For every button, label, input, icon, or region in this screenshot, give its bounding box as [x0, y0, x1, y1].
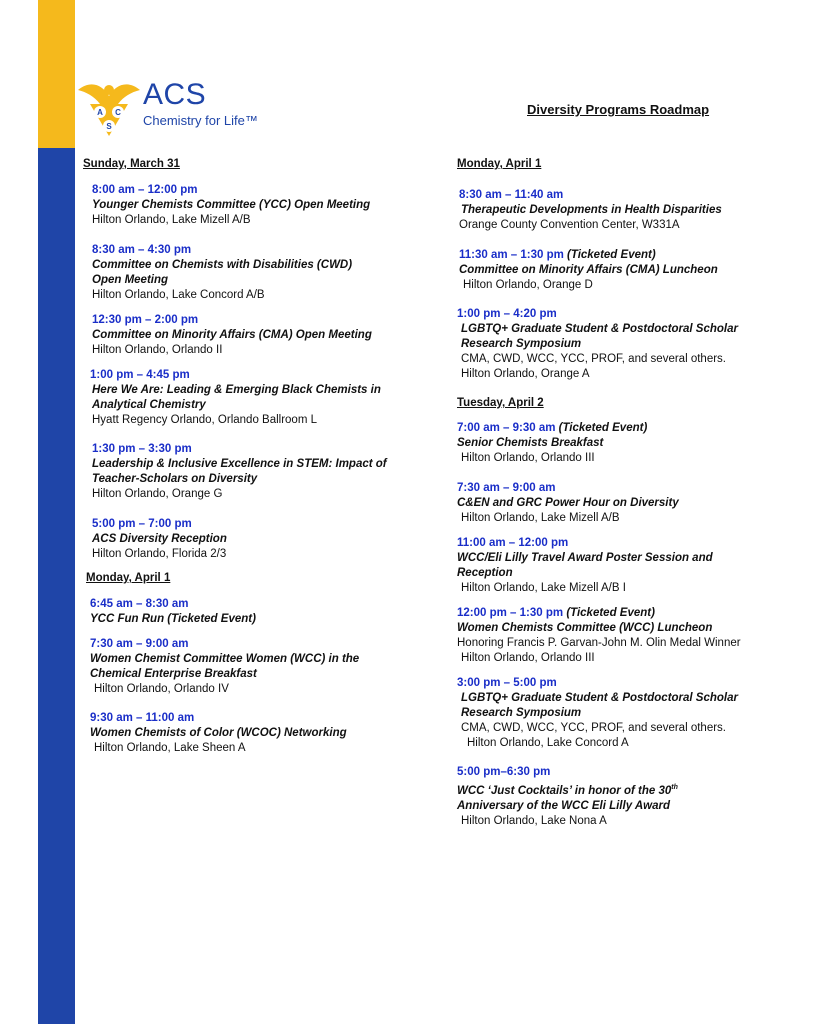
event-item	[92, 442, 432, 502]
event-name: Anniversary of the WCC Eli Lilly Award	[457, 799, 671, 812]
event-name: Younger Chemists Committee (YCC) Open Meeting	[92, 199, 371, 211]
event-location: Hilton Orlando, Lake Mizell A/B I	[461, 582, 626, 594]
event-item	[457, 421, 797, 466]
event-item	[92, 313, 432, 358]
event-time	[459, 248, 799, 263]
event-location: Hilton Orlando, Lake Concord A	[467, 737, 629, 749]
event-item	[90, 597, 430, 627]
event-time	[457, 421, 797, 436]
event-time: 5:00 pm – 7:00 pm	[92, 518, 192, 530]
event-name: Women Chemists Committee (WCC) Luncheon	[457, 622, 713, 634]
event-name: Therapeutic Developments in Health Disparities	[461, 204, 722, 216]
event-name: Committee on Minority Affairs (CMA) Luncheon	[459, 264, 718, 276]
event-time: 8:30 am – 11:40 am	[459, 189, 564, 201]
event-name: Teacher-Scholars on Diversity	[92, 473, 258, 485]
event-location: Hilton Orlando, Orlando III	[461, 452, 595, 464]
event-location: Hilton Orlando, Orange G	[92, 488, 223, 500]
ordinal-suffix: th	[671, 784, 678, 791]
event-time: 12:30 pm – 2:00 pm	[92, 314, 199, 326]
event-location: Hyatt Regency Orlando, Orlando Ballroom L	[92, 414, 317, 426]
event-name: Committee on Minority Affairs (CMA) Open Meeting	[92, 329, 372, 341]
ticketed-note: (Ticketed Event)	[558, 422, 648, 434]
event-name	[457, 780, 797, 799]
event-item	[457, 307, 797, 382]
event-location: Hilton Orlando, Lake Sheen A	[94, 742, 246, 754]
event-location: Hilton Orlando, Orange A	[461, 368, 590, 380]
acs-logo	[76, 76, 276, 138]
event-time: 1:00 pm – 4:20 pm	[457, 308, 557, 320]
event-item	[90, 637, 430, 697]
event-time: 7:30 am – 9:00 am	[457, 482, 556, 494]
event-item	[459, 248, 799, 293]
event-time-value: 11:30 am – 1:30 pm	[459, 249, 564, 261]
event-time: 11:00 am – 12:00 pm	[457, 537, 569, 549]
event-name: C&EN and GRC Power Hour on Diversity	[457, 497, 679, 509]
logo-tagline: Chemistry for Life™	[143, 113, 258, 128]
event-name: Open Meeting	[92, 274, 169, 286]
event-name: WCC/Eli Lilly Travel Award Poster Session and	[457, 552, 713, 564]
event-time: 7:30 am – 9:00 am	[90, 638, 189, 650]
event-item	[457, 536, 797, 596]
event-time: 1:00 pm – 4:45 pm	[90, 369, 190, 381]
svg-text:A: A	[97, 108, 103, 117]
event-name: Women Chemists of Color (WCOC) Networking	[90, 727, 347, 739]
event-time: 3:00 pm – 5:00 pm	[457, 677, 557, 689]
svg-text:C: C	[115, 108, 121, 117]
event-item	[92, 183, 432, 228]
day-heading-sunday: Sunday, March 31	[83, 158, 180, 170]
event-time: 8:00 am – 12:00 pm	[92, 184, 198, 196]
event-time-value: 7:00 am – 9:30 am	[457, 422, 556, 434]
event-location: Hilton Orlando, Lake Mizell A/B	[92, 214, 251, 226]
event-item	[92, 243, 432, 303]
event-name: Analytical Chemistry	[92, 399, 206, 411]
event-name: LGBTQ+ Graduate Student & Postdoctoral Scholar	[461, 323, 738, 335]
event-name: ACS Diversity Reception	[92, 533, 227, 545]
event-location: Hilton Orlando, Orlando II	[92, 344, 223, 356]
event-item	[457, 606, 797, 666]
ticketed-note: (Ticketed Event)	[567, 249, 656, 261]
event-item	[459, 188, 799, 233]
blue-stripe	[38, 148, 75, 1024]
event-time: 1:30 pm – 3:30 pm	[92, 443, 192, 455]
event-name: Leadership & Inclusive Excellence in STEM: Impact of	[92, 458, 387, 470]
event-name: Chemical Enterprise Breakfast	[90, 668, 257, 680]
event-name: Research Symposium	[461, 338, 582, 350]
event-time: 5:00 pm–6:30 pm	[457, 766, 551, 778]
day-heading-monday-right: Monday, April 1	[457, 158, 542, 170]
event-item	[92, 517, 432, 562]
event-time: 9:30 am – 11:00 am	[90, 712, 195, 724]
gold-stripe	[38, 0, 75, 148]
event-name: Senior Chemists Breakfast	[457, 437, 604, 449]
event-detail: Honoring Francis P. Garvan-John M. Olin Medal Winner	[457, 637, 741, 649]
event-location: Hilton Orlando, Orlando IV	[94, 683, 229, 695]
event-name: Research Symposium	[461, 707, 582, 719]
event-item	[457, 765, 797, 829]
event-detail: CMA, CWD, WCC, YCC, PROF, and several others.	[461, 353, 726, 365]
day-heading-tuesday: Tuesday, April 2	[457, 397, 544, 409]
eagle-seal-icon	[76, 76, 142, 138]
day-heading-monday: Monday, April 1	[86, 572, 171, 584]
event-time-value: 12:00 pm – 1:30 pm	[457, 607, 564, 619]
event-name: Here We Are: Leading & Emerging Black Chemists in	[92, 384, 381, 396]
event-name: YCC Fun Run (Ticketed Event)	[90, 613, 256, 625]
event-item	[457, 481, 797, 526]
event-location: Hilton Orlando, Orange D	[463, 279, 593, 291]
event-time: 6:45 am – 8:30 am	[90, 598, 189, 610]
event-location: Orange County Convention Center, W331A	[459, 219, 680, 231]
event-location: Hilton Orlando, Orlando III	[461, 652, 595, 664]
event-name-part: WCC ‘Just Cocktails’ in honor of the 30	[457, 784, 672, 797]
page-title: Diversity Programs Roadmap	[527, 102, 710, 117]
event-item	[90, 711, 430, 756]
event-detail: CMA, CWD, WCC, YCC, PROF, and several others.	[461, 722, 726, 734]
logo-wordmark: ACS	[143, 78, 207, 111]
svg-text:S: S	[106, 122, 112, 131]
event-name: Reception	[457, 567, 513, 579]
event-location: Hilton Orlando, Florida 2/3	[92, 548, 227, 560]
event-time: 8:30 am – 4:30 pm	[92, 244, 192, 256]
event-item	[90, 368, 430, 428]
event-name: Committee on Chemists with Disabilities (CWD)	[92, 259, 353, 271]
event-location: Hilton Orlando, Lake Concord A/B	[92, 289, 265, 301]
event-time	[457, 606, 797, 621]
event-name: Women Chemist Committee Women (WCC) in the	[90, 653, 360, 665]
event-location: Hilton Orlando, Lake Mizell A/B	[461, 512, 620, 524]
event-item	[457, 676, 797, 751]
event-location: Hilton Orlando, Lake Nona A	[461, 814, 607, 827]
ticketed-note: (Ticketed Event)	[566, 607, 655, 619]
event-name: LGBTQ+ Graduate Student & Postdoctoral Scholar	[461, 692, 738, 704]
